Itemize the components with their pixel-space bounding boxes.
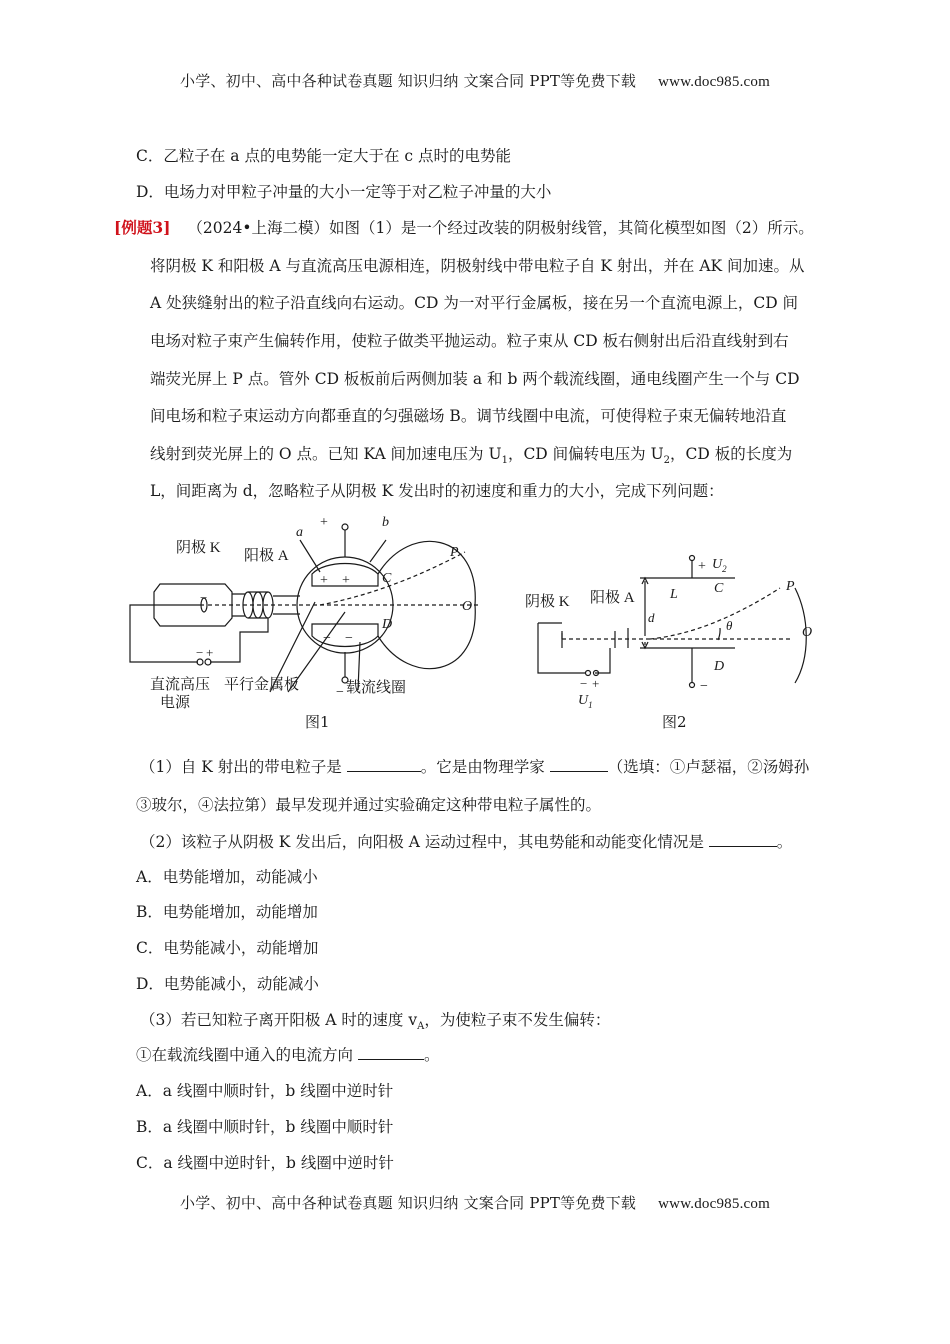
q2-option-c: C．电势能减小，动能增加: [136, 939, 319, 957]
fig1-plate-plus-2: +: [342, 573, 350, 588]
example-line-7: L，间距离为 d，忽略粒子从阴极 K 发出时的初速度和重力的大小，完成下列问题：: [150, 482, 724, 500]
fig2-label-theta: θ: [726, 618, 733, 633]
fig2-label-u2: $U_2$: [712, 557, 727, 574]
fig2-power-minus: −: [580, 676, 588, 691]
question-3-part-1: ①在载流线圈中通入的电流方向 。: [136, 1046, 440, 1064]
prev-option-c: C．乙粒子在 a 点的电势能一定大于在 c 点时的电势能: [136, 147, 511, 165]
fig2-power-plus: +: [592, 676, 600, 691]
figure-2-caption: 图2: [662, 713, 687, 731]
figure-1-caption: 图1: [305, 713, 330, 731]
header-text: 小学、初中、高中各种试卷真题 知识归纳 文案合同 PPT等免费下载: [180, 72, 637, 90]
fig2-label-o: O: [802, 625, 813, 640]
q3-answer-blank[interactable]: [358, 1045, 424, 1060]
fig1-plate-minus-2: −: [345, 631, 353, 646]
fig2-label-l: L: [670, 587, 678, 602]
question-3: （3）若已知粒子离开阳极 A 时的速度 $v_A$，为使粒子束不发生偏转：: [140, 1011, 611, 1033]
fig1-label-d: D: [382, 617, 393, 632]
fig2-label-dd: d: [648, 610, 655, 625]
q3-option-c: C．a 线圈中逆时针，b 线圈中逆时针: [136, 1154, 394, 1172]
q2-option-b: B．电势能增加，动能增加: [136, 903, 318, 921]
q2-option-d: D．电势能减小，动能减小: [136, 975, 319, 993]
fig1-label-o: O: [462, 599, 473, 614]
fig1-cathode-minus: −: [200, 590, 208, 605]
example-line-6-a: 线射到荧光屏上的 O 点。已知 KA 间加速电压为 U: [150, 445, 502, 463]
fig1-label-c: C: [382, 571, 392, 586]
example-line-4: 端荧光屏上 P 点。管外 CD 板板前后两侧加装 a 和 b 两个载流线圈，通电线圈产生一个与 CD: [150, 370, 800, 388]
figure-1-diagram: [120, 512, 490, 712]
page-footer: [0, 1192, 950, 1213]
example-line-1: 将阴极 K 和阳极 A 与直流高压电源相连，阴极射线中带电粒子自 K 射出，并在 AK 间加速。从: [150, 257, 805, 275]
fig1-label-p: P: [450, 545, 459, 560]
fig1-label-a: a: [296, 525, 303, 540]
fig1-label-anode: 阳极 A: [244, 548, 289, 564]
example-line-5: 间电场和粒子束运动方向都垂直的匀强磁场 B。调节线圈中电流，可使得粒子束无偏转地沿直: [150, 407, 787, 425]
header-url[interactable]: www.doc985.com: [658, 74, 770, 90]
fig2-label-d: D: [714, 659, 725, 674]
example-line-2: A 处狭缝射出的粒子沿直线向右运动。CD 为一对平行金属板，接在另一个直流电源上，CD 间: [150, 294, 799, 312]
q2-answer-blank[interactable]: [709, 832, 777, 847]
fig1-label-coil: 载流线圈: [346, 680, 407, 696]
q1-answer-blank-2[interactable]: [550, 757, 608, 772]
q2-option-a: A．电势能增加，动能减小: [136, 868, 318, 886]
fig1-label-plates: 平行金属板: [224, 677, 300, 693]
fig2-minus-bottom: −: [700, 679, 708, 694]
footer-text: 小学、初中、高中各种试卷真题 知识归纳 文案合同 PPT等免费下载: [180, 1194, 637, 1212]
fig1-bottom-minus: −: [336, 685, 344, 700]
q3-option-b: B．a 线圈中顺时针，b 线圈中顺时针: [136, 1118, 394, 1136]
fig1-label-power2: 电源: [160, 695, 191, 711]
example-line-6-b: ，CD 间偏转电压为 U: [507, 445, 664, 463]
prev-option-d: D．电场力对甲粒子冲量的大小一定等于对乙粒子冲量的大小: [136, 183, 552, 201]
footer-url[interactable]: www.doc985.com: [658, 1196, 770, 1212]
example-line-0: （2024•上海二模）如图（1）是一个经过改装的阴极射线管，其简化模型如图（2）所示。: [187, 219, 814, 237]
fig2-label-c: C: [714, 581, 724, 596]
fig1-plate-plus: +: [320, 573, 328, 588]
figure-2-diagram: [520, 548, 830, 708]
fig1-label-power1: 直流高压: [150, 677, 211, 693]
fig1-power-plus: +: [206, 645, 214, 660]
example-first-line: [114, 218, 814, 238]
question-1-line-2: ③玻尔，④法拉第）最早发现并通过实验确定这种带电粒子属性的。: [136, 796, 602, 814]
q3-option-a: A．a 线圈中顺时针，b 线圈中逆时针: [136, 1082, 394, 1100]
fig2-label-anode: 阳极 A: [590, 590, 635, 606]
fig2-label-cathode: 阴极 K: [525, 594, 570, 610]
fig2-plus-top: +: [698, 559, 706, 574]
fig1-power-minus: −: [196, 645, 204, 660]
fig2-label-p: P: [786, 579, 795, 594]
example-line-3: 电场对粒子束产生偏转作用，使粒子做类平抛运动。粒子束从 CD 板右侧射出后沿直线射到右: [150, 332, 789, 350]
fig1-label-plus-top: +: [320, 515, 328, 530]
fig2-label-u1: $U_1$: [578, 693, 593, 708]
fig1-plate-minus: −: [323, 631, 331, 646]
question-2: （2）该粒子从阴极 K 发出后，向阳极 A 运动过程中，其电势能和动能变化情况是 。: [140, 833, 793, 851]
q1-answer-blank-1[interactable]: [347, 757, 421, 772]
example-line-6-c: ，CD 板的长度为: [670, 445, 793, 463]
fig1-label-b: b: [382, 515, 389, 530]
question-1-line-1: （1）自 K 射出的带电粒子是 。它是由物理学家 （选填：①卢瑟福，②汤姆孙: [140, 758, 810, 776]
example-tag: [例题3]: [114, 218, 171, 237]
fig1-label-cathode: 阴极 K: [176, 540, 221, 556]
page-header: [0, 70, 950, 91]
example-line-6: 线射到荧光屏上的 O 点。已知 KA 间加速电压为 $U_1$，CD 间偏转电压为 $U_2$，CD 板的长度为: [150, 445, 793, 467]
